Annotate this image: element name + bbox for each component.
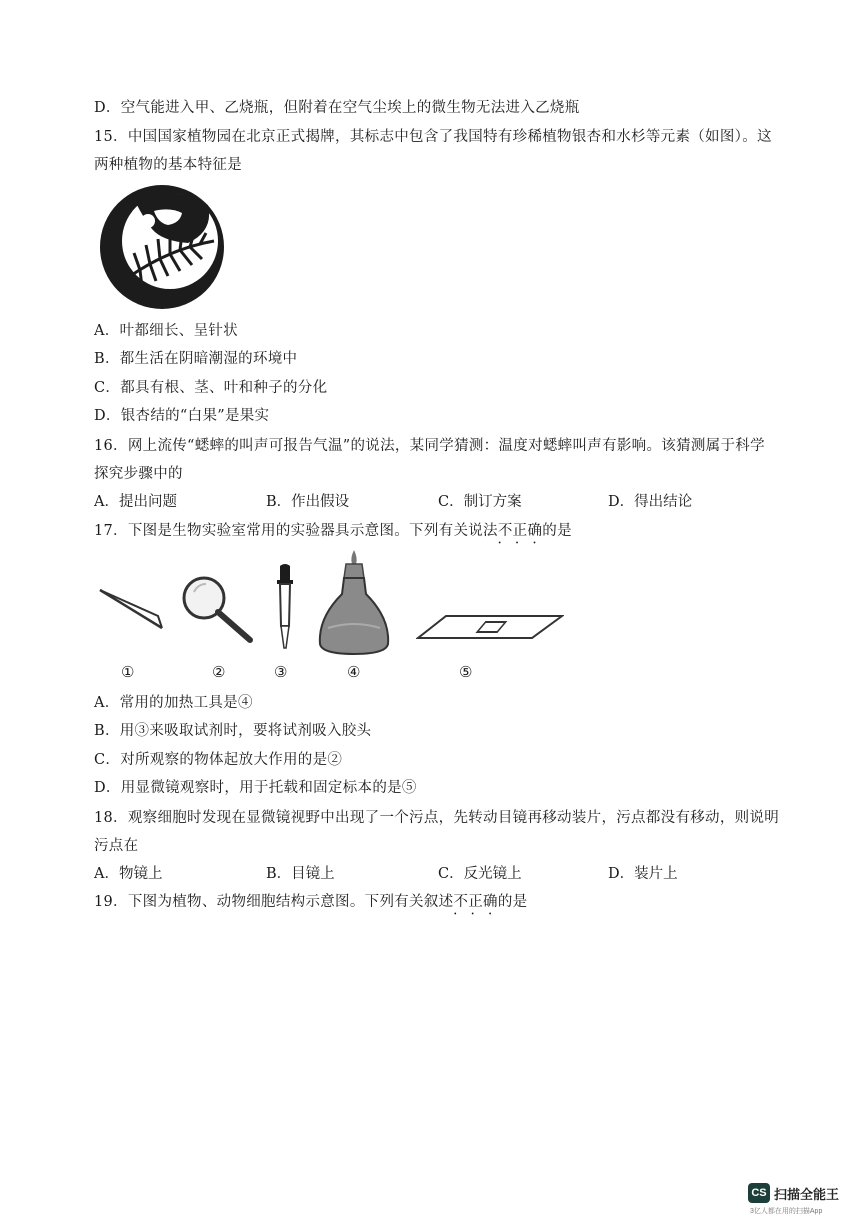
glass-slide-icon [416, 612, 564, 642]
figure-label-1: ① [121, 663, 135, 681]
q18-option-a: A．物镜上 [94, 866, 163, 882]
q15-option-d: D．银杏结的“白果”是果实 [94, 408, 270, 424]
q16-stem-line2: 探究步骤中的 [94, 466, 183, 482]
figure-label-2: ② [212, 663, 226, 681]
q16-options [94, 490, 794, 510]
figure-label-4: ④ [347, 663, 361, 681]
q19-stem [94, 890, 527, 911]
botanical-garden-logo [96, 183, 228, 311]
q17-option-a: A．常用的加热工具是④ [94, 695, 253, 711]
alcohol-lamp-icon [314, 548, 394, 658]
q18-option-d: D．装片上 [608, 866, 678, 882]
camscanner-tagline: 3亿人都在用的扫描App [750, 1208, 823, 1215]
camscanner-watermark [748, 1183, 848, 1219]
q19-stem-emphasis: 不正确 • • • [453, 894, 497, 910]
q17-stem [94, 519, 572, 540]
q18-option-b: B．目镜上 [266, 866, 335, 882]
q18-option-c: C．反光镜上 [438, 866, 522, 882]
q18-stem-line2: 污点在 [94, 838, 139, 854]
q15-option-c: C．都具有根、茎、叶和种子的分化 [94, 380, 328, 396]
q19-stem-suffix: 的是 [497, 894, 528, 910]
tweezers-icon [98, 588, 166, 632]
q18-options [94, 862, 794, 882]
q16-option-b: B．作出假设 [266, 494, 350, 510]
q17-stem-suffix: 的是 [542, 523, 572, 539]
q17-stem-emphasis: 不正确 • • • [498, 523, 542, 539]
q16-option-c: C．制订方案 [438, 494, 522, 510]
camscanner-logo-icon: CS [748, 1183, 770, 1203]
q17-option-d: D．用显微镜观察时，用于托载和固定标本的是⑤ [94, 780, 417, 796]
figure-label-3: ③ [274, 663, 288, 681]
q16-option-d: D．得出结论 [608, 494, 693, 510]
q17-stem-prefix: 17．下图是生物实验室常用的实验器具示意图。下列有关说法 [94, 523, 498, 539]
q15-stem-line1: 15．中国国家植物园在北京正式揭牌，其标志中包含了我国特有珍稀植物银杏和水杉等元素（如图）。这 [94, 129, 772, 145]
magnifying-glass-icon [180, 574, 254, 644]
q16-option-a: A．提出问题 [94, 494, 177, 510]
q17-option-b: B．用③来吸取试剂时，要将试剂吸入胶头 [94, 723, 372, 739]
dropper-icon [272, 564, 298, 650]
q15-stem-line2: 两种植物的基本特征是 [94, 157, 242, 173]
q18-stem-line1: 18．观察细胞时发现在显微镜视野中出现了一个污点，先转动目镜再移动装片，污点都没有移动，则说明 [94, 810, 780, 826]
q15-option-b: B．都生活在阴暗潮湿的环境中 [94, 351, 298, 367]
q19-stem-prefix: 19．下图为植物、动物细胞结构示意图。下列有关叙述 [94, 894, 454, 910]
q14-option-d: D．空气能进入甲、乙烧瓶，但附着在空气尘埃上的微生物无法进入乙烧瓶 [94, 100, 580, 116]
camscanner-app-name: 扫描全能王 [774, 1187, 840, 1202]
figure-label-5: ⑤ [459, 663, 473, 681]
q17-option-c: C．对所观察的物体起放大作用的是② [94, 752, 343, 768]
q15-option-a: A．叶都细长、呈针状 [94, 323, 238, 339]
q16-stem-line1: 16．网上流传“蟋蟀的叫声可报告气温”的说法，某同学猜测：温度对蟋蟀叫声有影响。该猜测属于科学 [94, 438, 765, 454]
